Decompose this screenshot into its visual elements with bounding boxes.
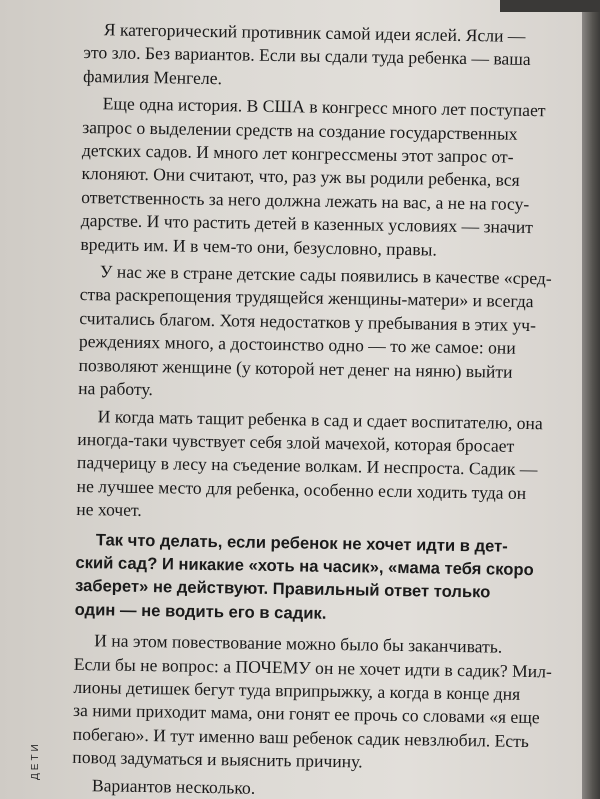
text-line: один — не водить его в садик. <box>74 599 327 623</box>
text-line: заберет» не действуют. Правильный ответ только <box>74 576 491 602</box>
text-line: считались благом. Хотя недостатков у пребывания в этих уч- <box>79 307 537 336</box>
bold-paragraph <box>75 527 546 628</box>
text-line: Еще одна история. В США в конгресс много лет поступает <box>102 93 546 121</box>
text-line: фамилия Менгеле. <box>82 65 223 88</box>
text-line: иногда-таки чувствует себя злой мачехой, которая бросает <box>77 428 515 456</box>
paragraph-1 <box>83 18 554 96</box>
text-line: Вариантов несколько. <box>91 774 256 798</box>
text-line: ответственность за него должна лежать на вас, а не на госу- <box>81 186 530 214</box>
paragraph-7 <box>72 774 542 799</box>
page-corner-shadow <box>500 0 600 12</box>
text-line: лионы детишек бегут туда вприпрыжку, а когда в конце дня <box>73 676 521 704</box>
page-text <box>72 18 554 799</box>
text-line: ства раскрепощения трудящейся женщины-матери» и всегда <box>79 284 534 312</box>
paragraph-3 <box>78 260 550 408</box>
text-line: У нас же в стране детские сады появились в качестве «сред- <box>99 261 552 289</box>
running-head <box>30 720 70 799</box>
page-edge-shadow <box>582 0 600 799</box>
text-line: реждениях много, а достоинство одно — то же самое: они <box>78 331 516 359</box>
text-line: запрос о выделении средств на создание государственных <box>82 116 518 144</box>
text-line: повод задуматься и выяснить причину. <box>72 747 363 772</box>
text-line: детских садов. И много лет конгрессмены этот запрос от- <box>81 140 514 167</box>
text-line: не хочет. <box>76 499 142 521</box>
text-line: за ними приходит мама, они гонят ее прочь со словами «я еще <box>72 700 540 728</box>
text-line: не лучшее место для ребенка, особенно если ходить туда он <box>76 475 527 503</box>
text-line: Я категорический противник самой идеи яслей. Ясли — <box>103 19 526 46</box>
paragraph-6 <box>72 629 552 777</box>
text-line: И когда мать тащит ребенка в сад и сдает воспитателю, она <box>97 405 543 433</box>
text-line: на работу. <box>78 378 153 400</box>
running-head-label: ДЕТИ <box>30 741 41 780</box>
text-line: это зло. Без вариантов. Если вы сдали туда ребенка — ваша <box>83 42 531 70</box>
text-line: дарстве. И что растить детей в казенных условиях — значит <box>80 210 534 238</box>
text-line: побегаю». И тут именно ваш ребенок садик невзлюбил. Есть <box>72 723 530 751</box>
paragraph-4 <box>76 404 548 528</box>
text-line: позволяют женщине (у которой нет денег на няню) выйти <box>78 354 513 382</box>
text-line: вредить им. И в чем-то они, безусловно, правы. <box>80 233 437 260</box>
text-line: Так что делать, если ребенок не хочет идти в дет- <box>95 529 508 556</box>
text-line: падчерицу в лесу на съедение волкам. И неспроста. Садик — <box>76 452 538 480</box>
text-line: И на этом повествование можно было бы заканчивать. <box>94 630 503 657</box>
text-line: Если бы не вопрос: а ПОЧЕМУ он не хочет идти в садик? Мил- <box>73 653 552 681</box>
text-line: ский сад? И никакие «хоть на часик», «мама тебя скоро <box>75 552 534 580</box>
paragraph-2 <box>80 92 553 263</box>
text-line: клоняют. Они считают, что, раз уж вы родили ребенка, вся <box>81 163 520 191</box>
